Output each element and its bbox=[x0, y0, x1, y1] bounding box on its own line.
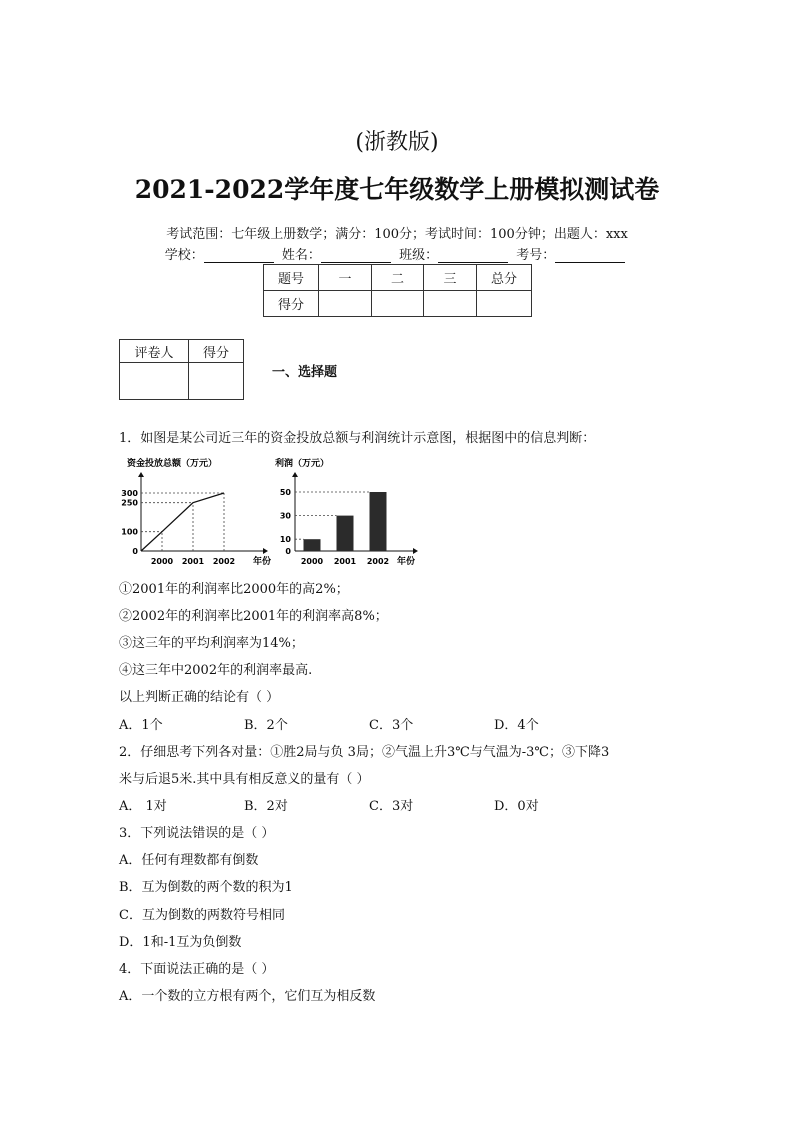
q2-stem-cont: 米与后退5米.其中具有相反意义的量有（ ） bbox=[119, 772, 370, 787]
line-chart-ytick-label: 0 bbox=[132, 547, 138, 556]
school-label: 学校： bbox=[164, 248, 204, 263]
class-blank[interactable] bbox=[438, 248, 508, 263]
bar-chart-ytick-label: 30 bbox=[279, 511, 291, 521]
bar-chart-bar bbox=[304, 539, 321, 551]
score-table-header: 三 bbox=[424, 265, 477, 291]
section-heading: 一、选择题 bbox=[272, 365, 338, 380]
bar-chart-ytick-label: 10 bbox=[279, 535, 291, 545]
option-b[interactable]: B．2个 bbox=[244, 718, 288, 733]
line-chart-y-arrow bbox=[138, 472, 144, 477]
exam-number-blank[interactable] bbox=[555, 248, 625, 263]
grader-table-header-row bbox=[120, 340, 244, 363]
score-cell[interactable] bbox=[477, 291, 532, 317]
profit-bar-chart bbox=[274, 457, 418, 567]
score-table-header: 题号 bbox=[264, 265, 319, 291]
bar-chart-bar bbox=[337, 516, 354, 551]
q3-option-c[interactable]: C．互为倒数的两数符号相同 bbox=[119, 908, 285, 923]
bar-chart-xtick-label: 2000 bbox=[300, 557, 324, 566]
option-a[interactable]: A． 1对 bbox=[119, 799, 167, 814]
option-d[interactable]: D．4个 bbox=[494, 718, 539, 733]
class-label: 班级： bbox=[399, 248, 439, 263]
grader-table-blank-row bbox=[120, 363, 244, 400]
q1-charts bbox=[115, 452, 435, 572]
grader-table bbox=[119, 339, 244, 400]
option-c[interactable]: C．3个 bbox=[369, 718, 414, 733]
bar-chart-xlabel: 年份 bbox=[397, 557, 416, 567]
exam-subtitle: (浙教版) bbox=[355, 130, 439, 155]
grader-cell[interactable] bbox=[120, 363, 189, 400]
q1-item: ③这三年的平均利润率为14%； bbox=[119, 636, 304, 651]
score-table bbox=[263, 264, 532, 317]
option-b[interactable]: B．2对 bbox=[244, 799, 288, 814]
exam-info: 考试范围：七年级上册数学；满分：100分；考试时间：100分钟；出题人：xxx bbox=[166, 227, 628, 242]
score-table-header: 二 bbox=[372, 265, 424, 291]
q4-stem: 4．下面说法正确的是（ ） bbox=[119, 962, 275, 977]
score-table-header: 一 bbox=[319, 265, 372, 291]
line-chart-ylabel: 资金投放总额（万元） bbox=[127, 459, 218, 469]
q3-option-b[interactable]: B．互为倒数的两个数的积为1 bbox=[119, 880, 293, 895]
option-c[interactable]: C．3对 bbox=[369, 799, 414, 814]
q2-options bbox=[119, 795, 619, 814]
q3-option-a[interactable]: A．任何有理数都有倒数 bbox=[119, 853, 259, 868]
line-chart-ytick-label: 100 bbox=[121, 527, 138, 537]
name-label: 姓名： bbox=[281, 248, 321, 263]
bar-chart-y-arrow bbox=[292, 472, 298, 477]
grader-header: 评卷人 bbox=[120, 340, 189, 363]
q4-option-a[interactable]: A．一个数的立方根有两个，它们互为相反数 bbox=[119, 989, 376, 1004]
bar-chart-ytick-label: 50 bbox=[279, 488, 291, 497]
score-table-header: 总分 bbox=[477, 265, 532, 291]
exam-title: 2021-2022学年度七年级数学上册模拟测试卷 bbox=[134, 175, 660, 204]
score-cell[interactable] bbox=[424, 291, 477, 317]
line-chart-x-arrow bbox=[263, 548, 268, 554]
grader-score-cell[interactable] bbox=[189, 363, 244, 400]
grader-score-header: 得分 bbox=[189, 340, 244, 363]
score-table-score-row bbox=[264, 291, 532, 317]
name-blank[interactable] bbox=[321, 248, 391, 263]
line-chart-xlabel: 年份 bbox=[253, 557, 272, 567]
score-cell[interactable] bbox=[319, 291, 372, 317]
bar-chart-x-arrow bbox=[413, 548, 418, 554]
q3-stem: 3．下列说法错误的是（ ） bbox=[119, 826, 275, 841]
q3-option-d[interactable]: D．1和-1互为负倒数 bbox=[119, 935, 242, 950]
option-d[interactable]: D．0对 bbox=[494, 799, 539, 814]
q1-item: ④这三年中2002年的利润率最高. bbox=[119, 663, 313, 678]
score-table-header-row bbox=[264, 265, 532, 291]
line-chart-xtick-label: 2002 bbox=[212, 557, 236, 566]
line-chart-ytick-label: 300 bbox=[121, 489, 138, 498]
q1-item: ②2002年的利润率比2001年的利润率高8%； bbox=[119, 609, 388, 624]
exam-number-label: 考号： bbox=[516, 248, 556, 263]
q1-stem: 1．如图是某公司近三年的资金投放总额与利润统计示意图，根据图中的信息判断： bbox=[119, 431, 596, 446]
line-chart-ytick-label: 250 bbox=[121, 498, 138, 508]
line-chart-xtick-label: 2000 bbox=[150, 557, 174, 566]
line-chart-xtick-label: 2001 bbox=[181, 557, 205, 566]
q2-stem: 2．仔细思考下列各对量：①胜2局与负 3局；②气温上升3℃与气温为-3℃；③下降3 bbox=[119, 745, 610, 760]
bar-chart-ylabel: 利润（万元） bbox=[275, 459, 330, 469]
option-a[interactable]: A．1个 bbox=[119, 718, 163, 733]
student-info-blanks bbox=[0, 244, 794, 263]
school-blank[interactable] bbox=[204, 248, 274, 263]
bar-chart-bar bbox=[370, 492, 387, 551]
q1-options bbox=[119, 714, 619, 733]
q1-ask: 以上判断正确的结论有（ ） bbox=[119, 690, 280, 705]
bar-chart-xtick-label: 2001 bbox=[333, 557, 357, 566]
score-row-label: 得分 bbox=[264, 291, 319, 317]
bar-chart-xtick-label: 2002 bbox=[366, 557, 390, 566]
investment-line-chart bbox=[121, 457, 271, 567]
score-cell[interactable] bbox=[372, 291, 424, 317]
bar-chart-ytick-label: 0 bbox=[285, 547, 291, 556]
line-chart-series-line bbox=[141, 493, 224, 551]
q1-item: ①2001年的利润率比2000年的高2%； bbox=[119, 582, 349, 597]
